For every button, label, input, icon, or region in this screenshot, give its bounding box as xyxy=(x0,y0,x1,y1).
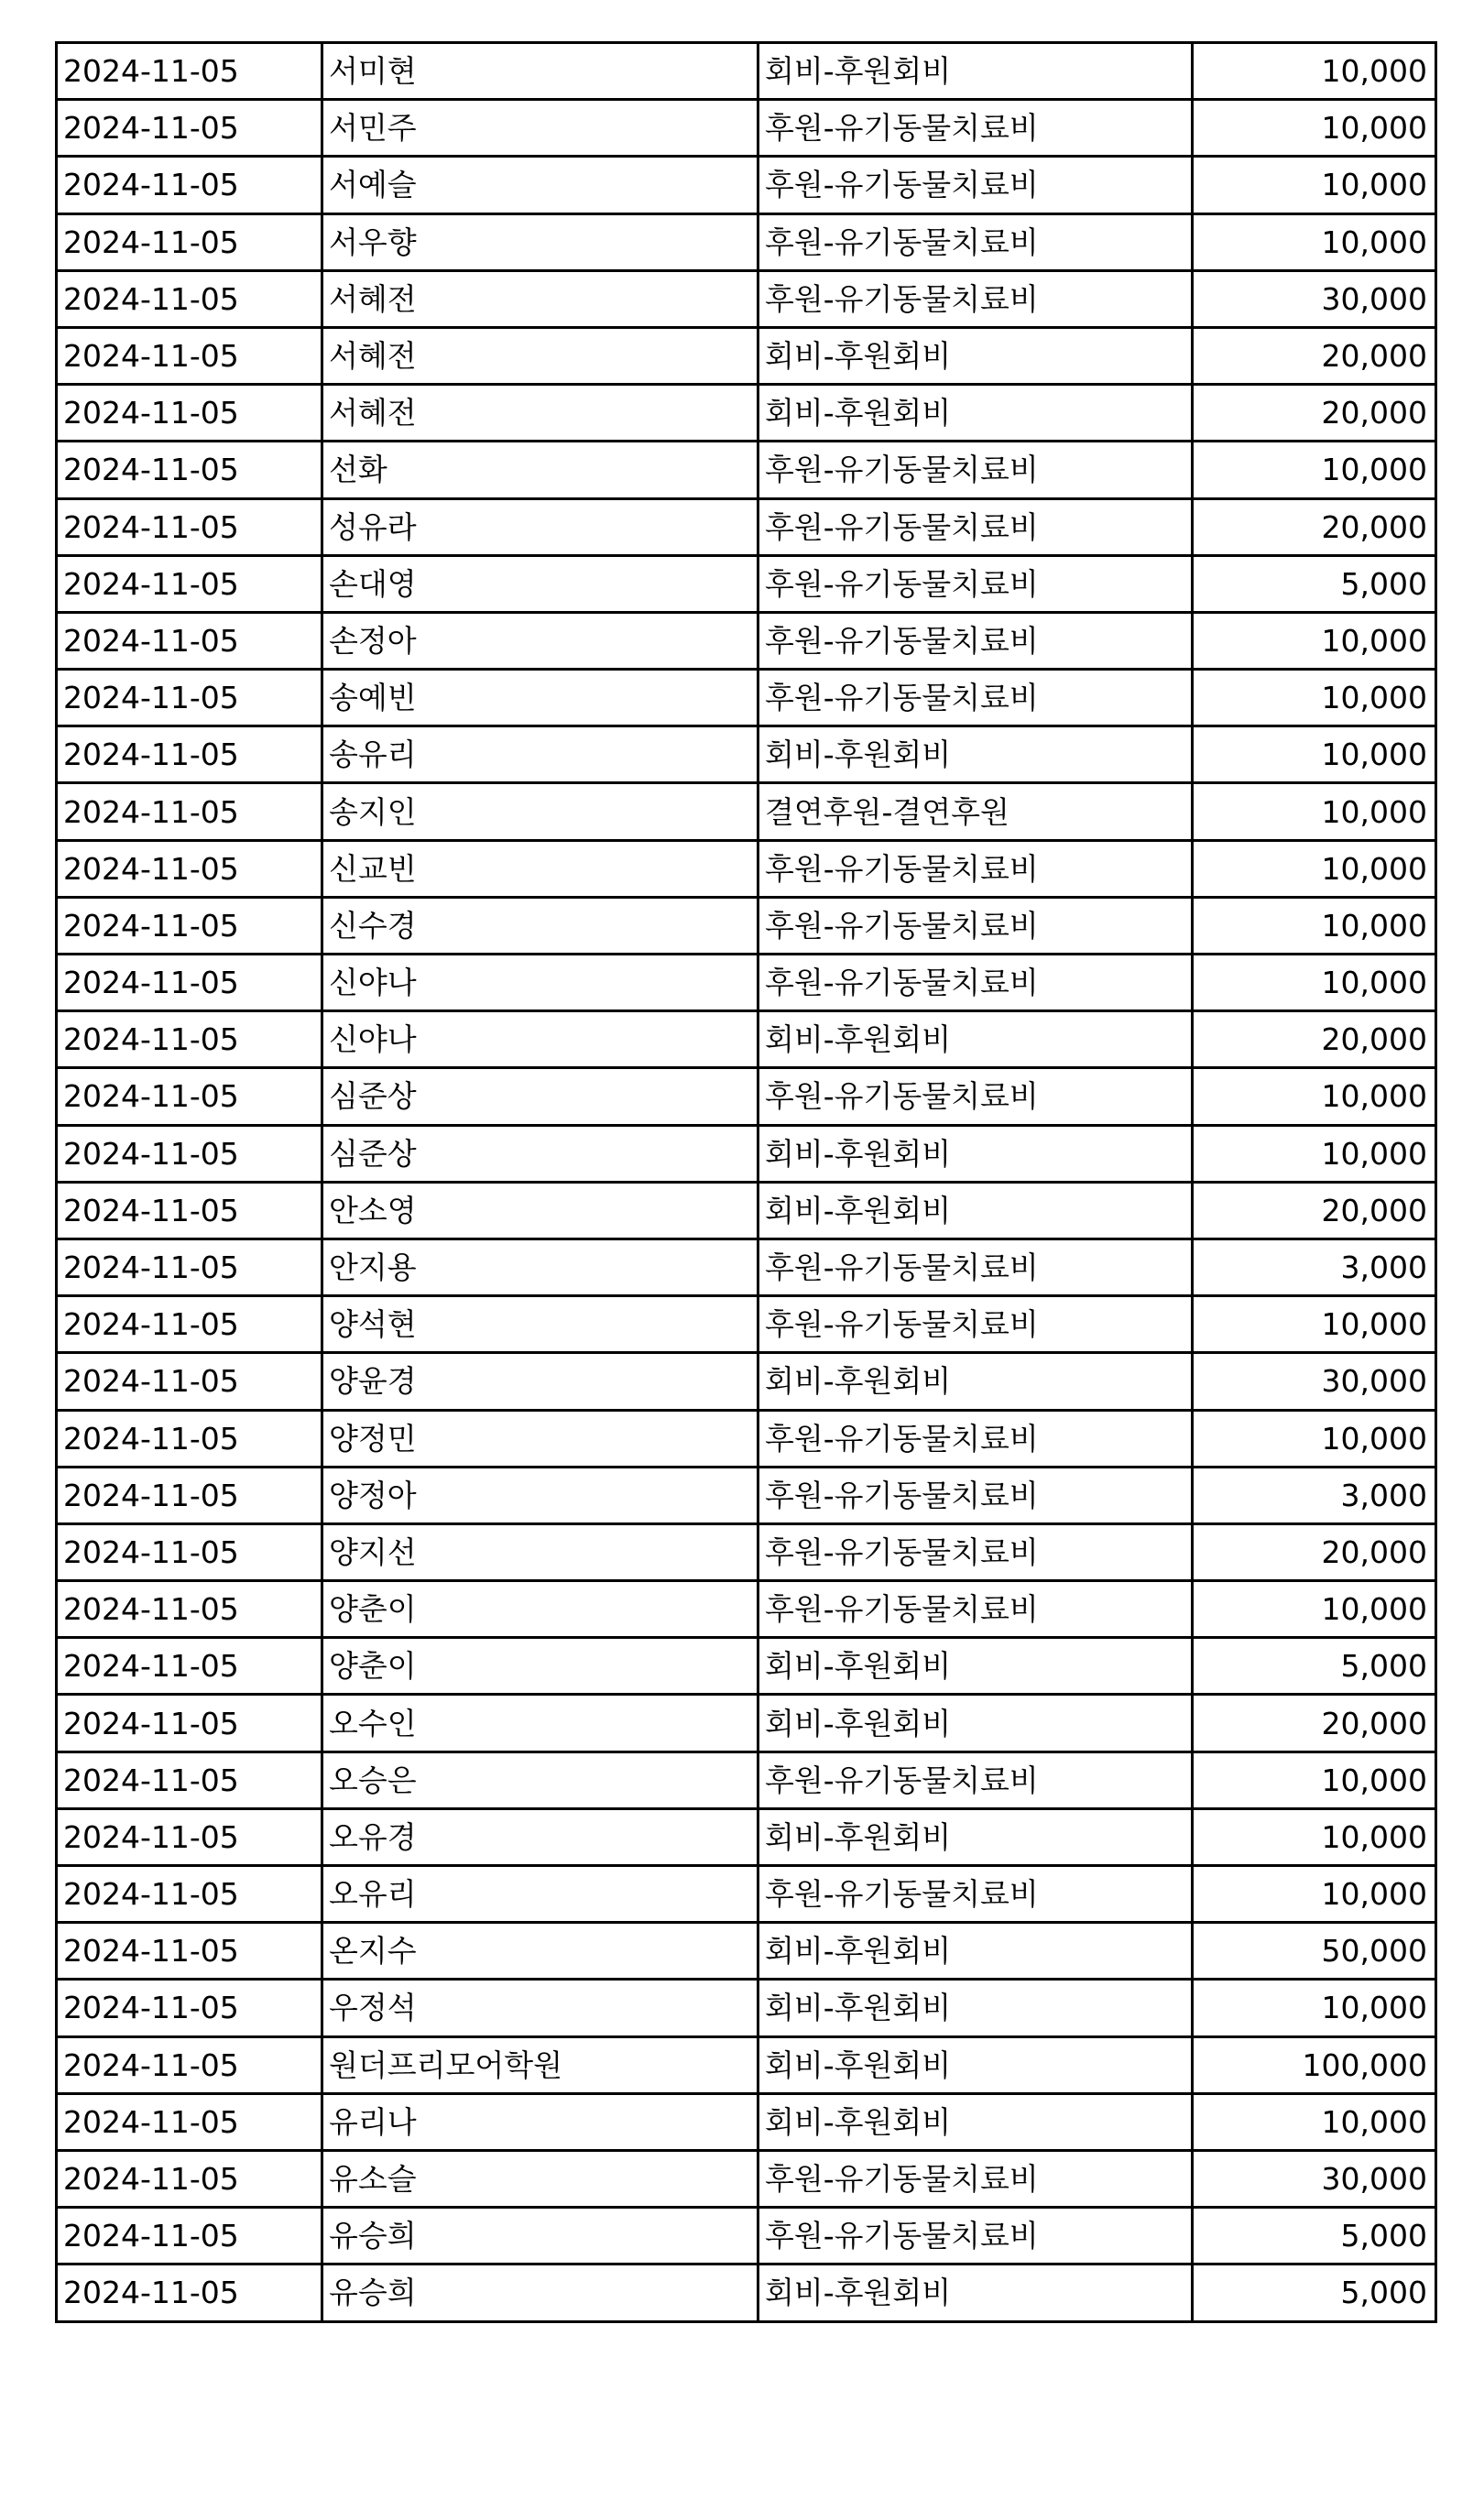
table-row xyxy=(57,1980,1436,2036)
date-cell: 2024-11-05 xyxy=(57,327,322,384)
table-row xyxy=(57,157,1436,213)
category-cell: 후원-유기동물치료비 xyxy=(758,1296,1193,1353)
table-row xyxy=(57,2208,1436,2264)
amount-cell: 10,000 xyxy=(1193,1752,1436,1808)
name-cell: 송유리 xyxy=(322,726,758,783)
name-cell: 성유라 xyxy=(322,498,758,555)
amount-cell: 5,000 xyxy=(1193,2264,1436,2321)
category-cell: 회비-후원회비 xyxy=(758,1808,1193,1865)
date-cell: 2024-11-05 xyxy=(57,1581,322,1638)
table-row xyxy=(57,2036,1436,2093)
table-row xyxy=(57,1523,1436,1580)
date-cell: 2024-11-05 xyxy=(57,1353,322,1410)
category-cell: 회비-후원회비 xyxy=(758,2093,1193,2150)
category-cell: 후원-유기동물치료비 xyxy=(758,2208,1193,2264)
date-cell: 2024-11-05 xyxy=(57,1239,322,1295)
name-cell: 서민주 xyxy=(322,100,758,157)
table-row xyxy=(57,840,1436,897)
category-cell: 회비-후원회비 xyxy=(758,1353,1193,1410)
category-cell: 회비-후원회비 xyxy=(758,1695,1193,1752)
category-cell: 회비-후원회비 xyxy=(758,2264,1193,2321)
table-row xyxy=(57,555,1436,612)
name-cell: 서혜전 xyxy=(322,270,758,327)
date-cell: 2024-11-05 xyxy=(57,213,322,270)
table-row xyxy=(57,2150,1436,2207)
name-cell: 송지인 xyxy=(322,783,758,840)
category-cell: 후원-유기동물치료비 xyxy=(758,442,1193,498)
date-cell: 2024-11-05 xyxy=(57,955,322,1011)
date-cell: 2024-11-05 xyxy=(57,1410,322,1467)
table-row xyxy=(57,1808,1436,1865)
amount-cell: 10,000 xyxy=(1193,43,1436,100)
amount-cell: 20,000 xyxy=(1193,1182,1436,1239)
name-cell: 우정석 xyxy=(322,1980,758,2036)
table-row xyxy=(57,612,1436,669)
name-cell: 오승은 xyxy=(322,1752,758,1808)
name-cell: 서예슬 xyxy=(322,157,758,213)
table-row xyxy=(57,1866,1436,1923)
name-cell: 손정아 xyxy=(322,612,758,669)
amount-cell: 10,000 xyxy=(1193,442,1436,498)
table-row xyxy=(57,783,1436,840)
date-cell: 2024-11-05 xyxy=(57,726,322,783)
category-cell: 후원-유기동물치료비 xyxy=(758,270,1193,327)
table-row xyxy=(57,1125,1436,1182)
date-cell: 2024-11-05 xyxy=(57,670,322,726)
name-cell: 양정아 xyxy=(322,1467,758,1523)
category-cell: 회비-후원회비 xyxy=(758,726,1193,783)
date-cell: 2024-11-05 xyxy=(57,1523,322,1580)
date-cell: 2024-11-05 xyxy=(57,100,322,157)
table-row xyxy=(57,1353,1436,1410)
table-row xyxy=(57,213,1436,270)
date-cell: 2024-11-05 xyxy=(57,1638,322,1695)
amount-cell: 10,000 xyxy=(1193,670,1436,726)
amount-cell: 20,000 xyxy=(1193,1523,1436,1580)
date-cell: 2024-11-05 xyxy=(57,2093,322,2150)
amount-cell: 20,000 xyxy=(1193,1695,1436,1752)
table-row xyxy=(57,726,1436,783)
date-cell: 2024-11-05 xyxy=(57,2150,322,2207)
name-cell: 양윤경 xyxy=(322,1353,758,1410)
amount-cell: 10,000 xyxy=(1193,1866,1436,1923)
table-row xyxy=(57,897,1436,954)
name-cell: 서미현 xyxy=(322,43,758,100)
category-cell: 후원-유기동물치료비 xyxy=(758,840,1193,897)
amount-cell: 20,000 xyxy=(1193,385,1436,442)
date-cell: 2024-11-05 xyxy=(57,498,322,555)
date-cell: 2024-11-05 xyxy=(57,1923,322,1980)
name-cell: 유리나 xyxy=(322,2093,758,2150)
table-row xyxy=(57,670,1436,726)
date-cell: 2024-11-05 xyxy=(57,442,322,498)
table-row xyxy=(57,442,1436,498)
amount-cell: 10,000 xyxy=(1193,1980,1436,2036)
amount-cell: 50,000 xyxy=(1193,1923,1436,1980)
name-cell: 신교빈 xyxy=(322,840,758,897)
category-cell: 회비-후원회비 xyxy=(758,385,1193,442)
date-cell: 2024-11-05 xyxy=(57,1182,322,1239)
category-cell: 후원-유기동물치료비 xyxy=(758,670,1193,726)
amount-cell: 30,000 xyxy=(1193,1353,1436,1410)
category-cell: 회비-후원회비 xyxy=(758,327,1193,384)
name-cell: 손대영 xyxy=(322,555,758,612)
amount-cell: 30,000 xyxy=(1193,2150,1436,2207)
category-cell: 후원-유기동물치료비 xyxy=(758,1467,1193,1523)
name-cell: 송예빈 xyxy=(322,670,758,726)
name-cell: 신수경 xyxy=(322,897,758,954)
date-cell: 2024-11-05 xyxy=(57,2208,322,2264)
category-cell: 후원-유기동물치료비 xyxy=(758,897,1193,954)
date-cell: 2024-11-05 xyxy=(57,1808,322,1865)
category-cell: 회비-후원회비 xyxy=(758,2036,1193,2093)
name-cell: 양석현 xyxy=(322,1296,758,1353)
category-cell: 회비-후원회비 xyxy=(758,1980,1193,2036)
name-cell: 유승희 xyxy=(322,2264,758,2321)
name-cell: 양지선 xyxy=(322,1523,758,1580)
name-cell: 양춘이 xyxy=(322,1581,758,1638)
amount-cell: 5,000 xyxy=(1193,1638,1436,1695)
amount-cell: 10,000 xyxy=(1193,1808,1436,1865)
date-cell: 2024-11-05 xyxy=(57,612,322,669)
category-cell: 후원-유기동물치료비 xyxy=(758,1523,1193,1580)
table-row xyxy=(57,1410,1436,1467)
name-cell: 서혜전 xyxy=(322,385,758,442)
name-cell: 안소영 xyxy=(322,1182,758,1239)
table-row xyxy=(57,2264,1436,2321)
table-row xyxy=(57,43,1436,100)
name-cell: 신야나 xyxy=(322,1011,758,1068)
amount-cell: 100,000 xyxy=(1193,2036,1436,2093)
table-row xyxy=(57,1467,1436,1523)
amount-cell: 10,000 xyxy=(1193,612,1436,669)
date-cell: 2024-11-05 xyxy=(57,1752,322,1808)
date-cell: 2024-11-05 xyxy=(57,1467,322,1523)
amount-cell: 10,000 xyxy=(1193,1125,1436,1182)
date-cell: 2024-11-05 xyxy=(57,1980,322,2036)
table-row xyxy=(57,385,1436,442)
amount-cell: 20,000 xyxy=(1193,327,1436,384)
category-cell: 후원-유기동물치료비 xyxy=(758,157,1193,213)
name-cell: 오유리 xyxy=(322,1866,758,1923)
amount-cell: 10,000 xyxy=(1193,783,1436,840)
table-row xyxy=(57,498,1436,555)
amount-cell: 10,000 xyxy=(1193,1410,1436,1467)
name-cell: 선화 xyxy=(322,442,758,498)
date-cell: 2024-11-05 xyxy=(57,2036,322,2093)
amount-cell: 20,000 xyxy=(1193,1011,1436,1068)
category-cell: 후원-유기동물치료비 xyxy=(758,1410,1193,1467)
date-cell: 2024-11-05 xyxy=(57,1866,322,1923)
table-row xyxy=(57,1923,1436,1980)
amount-cell: 10,000 xyxy=(1193,955,1436,1011)
name-cell: 양정민 xyxy=(322,1410,758,1467)
name-cell: 심준상 xyxy=(322,1125,758,1182)
name-cell: 원더프리모어학원 xyxy=(322,2036,758,2093)
name-cell: 안지용 xyxy=(322,1239,758,1295)
name-cell: 유승희 xyxy=(322,2208,758,2264)
category-cell: 후원-유기동물치료비 xyxy=(758,955,1193,1011)
amount-cell: 10,000 xyxy=(1193,157,1436,213)
table-row xyxy=(57,1239,1436,1295)
table-row xyxy=(57,2093,1436,2150)
name-cell: 신야나 xyxy=(322,955,758,1011)
category-cell: 후원-유기동물치료비 xyxy=(758,1866,1193,1923)
ledger-body xyxy=(57,43,1436,2322)
date-cell: 2024-11-05 xyxy=(57,897,322,954)
category-cell: 회비-후원회비 xyxy=(758,43,1193,100)
table-row xyxy=(57,1011,1436,1068)
amount-cell: 5,000 xyxy=(1193,555,1436,612)
date-cell: 2024-11-05 xyxy=(57,1011,322,1068)
category-cell: 후원-유기동물치료비 xyxy=(758,1581,1193,1638)
category-cell: 회비-후원회비 xyxy=(758,1125,1193,1182)
date-cell: 2024-11-05 xyxy=(57,840,322,897)
date-cell: 2024-11-05 xyxy=(57,1695,322,1752)
category-cell: 후원-유기동물치료비 xyxy=(758,1752,1193,1808)
name-cell: 오유경 xyxy=(322,1808,758,1865)
category-cell: 후원-유기동물치료비 xyxy=(758,2150,1193,2207)
table-row xyxy=(57,100,1436,157)
date-cell: 2024-11-05 xyxy=(57,2264,322,2321)
table-row xyxy=(57,955,1436,1011)
table-row xyxy=(57,1068,1436,1125)
category-cell: 후원-유기동물치료비 xyxy=(758,498,1193,555)
table-row xyxy=(57,1638,1436,1695)
category-cell: 회비-후원회비 xyxy=(758,1011,1193,1068)
name-cell: 양춘이 xyxy=(322,1638,758,1695)
amount-cell: 10,000 xyxy=(1193,2093,1436,2150)
category-cell: 회비-후원회비 xyxy=(758,1638,1193,1695)
date-cell: 2024-11-05 xyxy=(57,157,322,213)
amount-cell: 10,000 xyxy=(1193,840,1436,897)
amount-cell: 10,000 xyxy=(1193,1581,1436,1638)
table-row xyxy=(57,1296,1436,1353)
name-cell: 서우향 xyxy=(322,213,758,270)
table-row xyxy=(57,327,1436,384)
table-row xyxy=(57,1182,1436,1239)
date-cell: 2024-11-05 xyxy=(57,1296,322,1353)
amount-cell: 10,000 xyxy=(1193,100,1436,157)
date-cell: 2024-11-05 xyxy=(57,1125,322,1182)
date-cell: 2024-11-05 xyxy=(57,270,322,327)
category-cell: 후원-유기동물치료비 xyxy=(758,555,1193,612)
name-cell: 온지수 xyxy=(322,1923,758,1980)
amount-cell: 20,000 xyxy=(1193,498,1436,555)
amount-cell: 5,000 xyxy=(1193,2208,1436,2264)
name-cell: 심준상 xyxy=(322,1068,758,1125)
date-cell: 2024-11-05 xyxy=(57,385,322,442)
amount-cell: 30,000 xyxy=(1193,270,1436,327)
amount-cell: 10,000 xyxy=(1193,726,1436,783)
category-cell: 후원-유기동물치료비 xyxy=(758,1239,1193,1295)
category-cell: 회비-후원회비 xyxy=(758,1182,1193,1239)
amount-cell: 3,000 xyxy=(1193,1467,1436,1523)
amount-cell: 10,000 xyxy=(1193,213,1436,270)
category-cell: 후원-유기동물치료비 xyxy=(758,612,1193,669)
date-cell: 2024-11-05 xyxy=(57,43,322,100)
donation-ledger-table xyxy=(55,41,1437,2323)
category-cell: 후원-유기동물치료비 xyxy=(758,1068,1193,1125)
date-cell: 2024-11-05 xyxy=(57,1068,322,1125)
category-cell: 결연후원-결연후원 xyxy=(758,783,1193,840)
name-cell: 유소슬 xyxy=(322,2150,758,2207)
amount-cell: 10,000 xyxy=(1193,897,1436,954)
category-cell: 후원-유기동물치료비 xyxy=(758,100,1193,157)
table-row xyxy=(57,1752,1436,1808)
date-cell: 2024-11-05 xyxy=(57,555,322,612)
table-row xyxy=(57,270,1436,327)
amount-cell: 10,000 xyxy=(1193,1296,1436,1353)
amount-cell: 3,000 xyxy=(1193,1239,1436,1295)
table-row xyxy=(57,1581,1436,1638)
name-cell: 서혜전 xyxy=(322,327,758,384)
table-row xyxy=(57,1695,1436,1752)
category-cell: 회비-후원회비 xyxy=(758,1923,1193,1980)
amount-cell: 10,000 xyxy=(1193,1068,1436,1125)
name-cell: 오수인 xyxy=(322,1695,758,1752)
category-cell: 후원-유기동물치료비 xyxy=(758,213,1193,270)
date-cell: 2024-11-05 xyxy=(57,783,322,840)
